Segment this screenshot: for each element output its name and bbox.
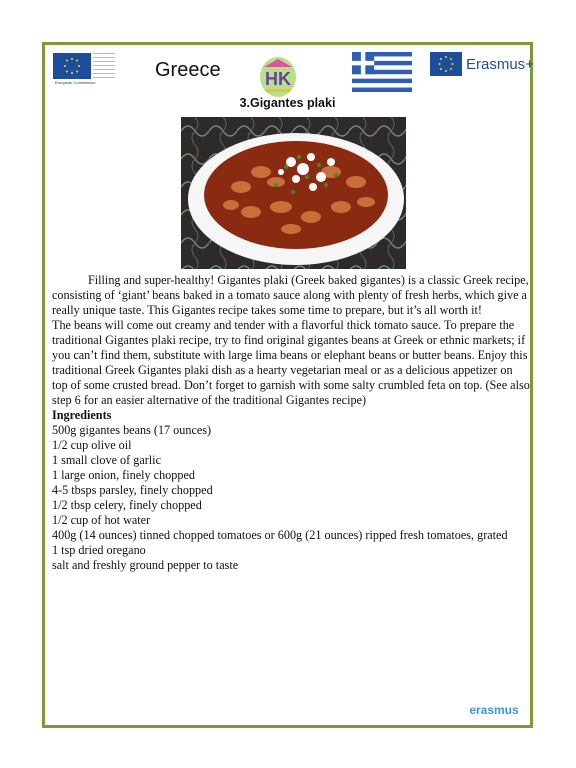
ingredient-item: 1 tsp dried oregano [52, 543, 146, 557]
ingredient-item: salt and freshly ground pepper to taste [52, 558, 239, 572]
ingredient-item: 1/2 cup of hot water [52, 513, 151, 527]
erasmus-plus-label: Erasmus+ [466, 56, 534, 73]
intro-paragraph: Filling and super-healthy! Gigantes plaki (Greek baked gigantes) is a classic Greek recipe, consisting of ‘giant’ beans baked in a tomato sauce along with plenty of fresh herbs, which give a really unique taste. This Gigantes recipe takes some time to prepare, but it’s all worth it! [52, 273, 529, 317]
recipe-body [52, 273, 530, 573]
country-title: Greece [155, 59, 221, 81]
description-paragraph: The beans will come out creamy and tender with a flavorful thick tomato sauce. To prepare the traditional Gigantes plaki recipe, try to find original gigantes beans at Greek or ethnic markets; if you can’t find them, substitute with large lima beans or elephant beans or butter beans. Enjoy this traditional Greek Gigantes plaki dish as a hearty vegetarian meal or as a delicious appetizer on top of some crusted bread. Don’t forget to garnish with some salty crumbled feta on top. (See also step 6 for an easier alternative of the traditional Gigantes recipe) [52, 318, 530, 407]
eu-caption: European Commission [55, 80, 96, 85]
ingredient-item: 1/2 tbsp celery, finely chopped [52, 498, 202, 512]
ingredient-item: 4-5 tbsps parsley, finely chopped [52, 483, 213, 497]
svg-text:HK: HK [265, 69, 291, 89]
ingredient-item: 1 small clove of garlic [52, 453, 161, 467]
page-frame [42, 42, 533, 728]
eu-flag-icon [430, 52, 462, 76]
greek-flag-icon [352, 52, 412, 92]
erasmus-footer-logo [461, 701, 527, 719]
erasmus-footer-text: erasmus [469, 703, 519, 717]
baked-beans-photo [181, 117, 406, 269]
ingredient-item: 400g (14 ounces) tinned chopped tomatoes or 600g (21 ounces) ripped fresh tomatoes, grated [52, 528, 508, 542]
recipe-title: 3.Gigantes plaki [239, 96, 336, 110]
ingredient-item: 1/2 cup olive oil [52, 438, 132, 452]
project-logo [258, 55, 298, 99]
ingredient-item: 1 large onion, finely chopped [52, 468, 195, 482]
ingredient-item: 500g gigantes beans (17 ounces) [52, 423, 212, 437]
erasmus-plus-logo [430, 52, 534, 82]
commission-building-icon [93, 53, 115, 79]
ingredients-heading: Ingredients [52, 408, 112, 422]
eu-flag-icon [53, 53, 91, 79]
european-commission-logo [53, 53, 115, 91]
